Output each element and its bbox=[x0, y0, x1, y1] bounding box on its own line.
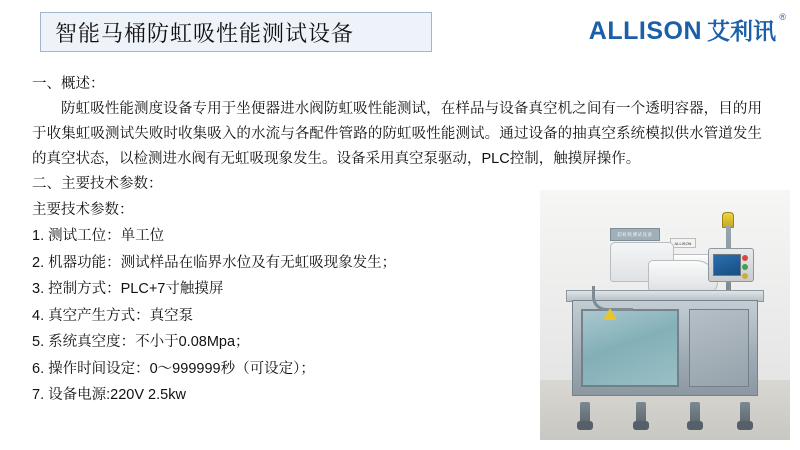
cabinet-side-panel bbox=[689, 309, 749, 387]
logo-text-en: ALLISON bbox=[588, 16, 702, 45]
machine-sticker: ALLISON bbox=[670, 238, 696, 248]
overview-heading: 一、概述： bbox=[32, 76, 105, 92]
specs-lead: 主要技术参数： bbox=[32, 202, 134, 218]
cabinet-foot bbox=[737, 421, 753, 430]
cabinet-foot bbox=[633, 421, 649, 430]
stop-button-icon bbox=[742, 255, 748, 261]
warning-label-icon bbox=[603, 308, 617, 320]
mode-button-icon bbox=[742, 273, 748, 279]
list-item: 3. 控制方式：PLC+7寸触摸屏 bbox=[32, 281, 224, 297]
page-title: 智能马桶防虹吸性能测试设备 bbox=[55, 21, 355, 46]
cabinet-foot bbox=[577, 421, 593, 430]
product-photo bbox=[540, 190, 790, 440]
brand-logo bbox=[588, 12, 786, 48]
cabinet-foot bbox=[687, 421, 703, 430]
overview-paragraph: 防虹吸性能测度设备专用于坐便器进水阀防虹吸性能测试，在样品与设备真空机之间有一个透明容器，目的用于收集虹吸测试失败时收集吸入的水流与各配件管路的防虹吸性能测试。通过设备的抽真空系统模拟供水管道发生的真空状态，以检测进水阀有无虹吸现象发生。设备采用真空泵驱动，PLC控制，触摸屏操作。 bbox=[32, 101, 762, 167]
machine-name-plate: 防虹吸测试设备 bbox=[610, 228, 660, 241]
control-buttons bbox=[742, 255, 750, 277]
touchscreen-display bbox=[713, 254, 741, 276]
list-item: 1. 测试工位：单工位 bbox=[32, 228, 165, 244]
list-item: 7. 设备电源:220V 2.5kw bbox=[32, 387, 186, 403]
cabinet-body bbox=[572, 300, 758, 396]
page-header bbox=[0, 0, 800, 62]
list-item: 6. 操作时间设定：0～999999秒（可设定）； bbox=[32, 360, 315, 377]
start-button-icon bbox=[742, 264, 748, 270]
list-item: 5. 系统真空度：不小于0.08Mpa； bbox=[32, 334, 250, 350]
hmi-control-box bbox=[708, 248, 754, 282]
specs-heading: 二、主要技术参数： bbox=[32, 176, 163, 192]
logo-text-cn: 艾利讯 bbox=[707, 17, 776, 44]
cabinet-window-door bbox=[581, 309, 679, 387]
registered-mark-icon: ® bbox=[779, 12, 786, 22]
list-item: 2. 机器功能：测试样品在临界水位及有无虹吸现象发生； bbox=[32, 254, 397, 271]
list-item: 4. 真空产生方式：真空泵 bbox=[32, 307, 194, 324]
